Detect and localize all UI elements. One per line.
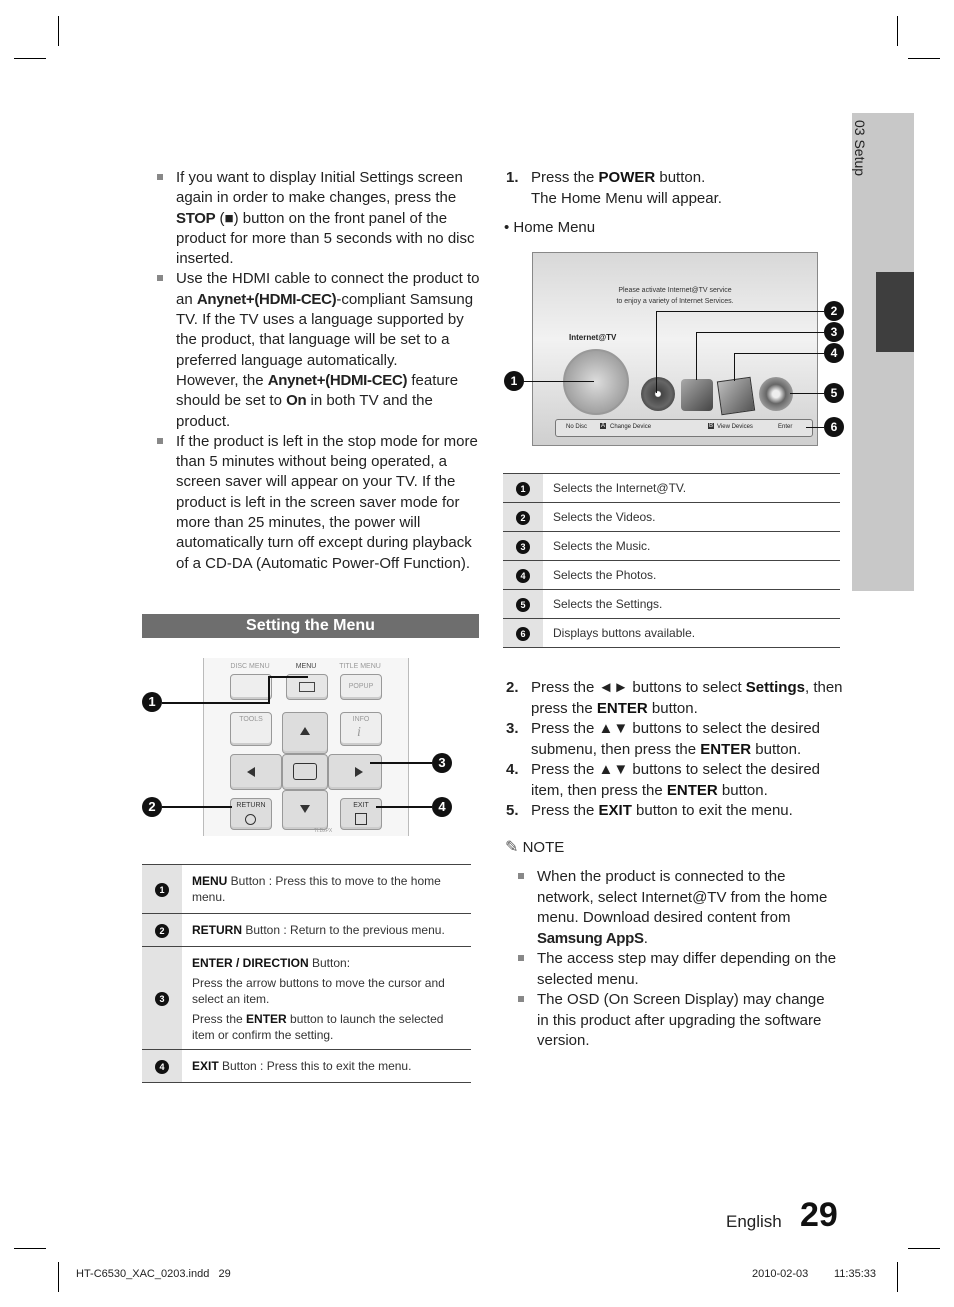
text-run: . (643, 929, 648, 947)
number-badge: 5 (516, 598, 530, 612)
text-run: Press the (531, 802, 599, 819)
bold-term: Anynet+(HDMI-CEC) (267, 371, 408, 389)
text-run: The Home Menu will appear. (531, 189, 722, 207)
activate-message (573, 285, 777, 307)
note-item (516, 949, 840, 990)
home-menu-label: • Home Menu (504, 219, 596, 236)
bullet-item (155, 432, 485, 574)
bold-term: Settings (745, 679, 805, 696)
text-run: button. (751, 740, 802, 758)
chapter-tab-label: 03 Setup (852, 120, 868, 177)
callout-line (524, 381, 594, 382)
row-text-cell: Selects the Internet@TV. (543, 474, 840, 503)
left-bullet-list (155, 168, 485, 574)
text-run: However, the (176, 371, 268, 389)
text-run: Press the ▲▼ buttons to select the desired item, then press the (531, 761, 821, 799)
text-run: -compliant Samsung TV. If the TV uses a language supported by the product, that language will be set to a preferred language automatically. (176, 290, 474, 369)
text-run: (■) button on the front panel of the product for more than 5 seconds with no disc inserted. (176, 209, 475, 268)
crop-mark (58, 16, 59, 46)
text-run: Button : Press this to exit the menu. (218, 1059, 412, 1073)
music-icon[interactable] (681, 379, 713, 411)
text-run: Button: (308, 956, 351, 970)
table-row (503, 561, 840, 590)
callout-line (656, 311, 824, 312)
bullet-item (155, 269, 485, 431)
left-button[interactable] (230, 754, 282, 790)
callout-line (370, 762, 432, 764)
table-row (503, 474, 840, 503)
enter-icon (293, 763, 317, 780)
step-number: 1. (506, 169, 519, 186)
step-number: 2. (506, 679, 519, 696)
chapter-tab-marker (876, 272, 914, 352)
chapter-tab (852, 113, 914, 591)
activate-message-line-1: Please activate Internet@TV service (618, 287, 732, 294)
step-number: 5. (506, 802, 519, 819)
table-row (142, 914, 471, 947)
exit-icon (355, 813, 367, 825)
number-badge: 2 (516, 511, 530, 525)
return-label: RETURN (236, 802, 266, 809)
bold-term: Anynet+(HDMI-CEC) (196, 290, 337, 308)
number-badge: 3 (516, 540, 530, 554)
bold-term: EXIT (598, 802, 632, 819)
settings-icon[interactable] (759, 377, 793, 411)
text-run: If you want to display Initial Settings screen again in order to make changes, press the (176, 169, 463, 207)
remote-callout-1: 1 (142, 692, 162, 712)
row-number-cell (503, 532, 543, 561)
note-item (516, 990, 840, 1052)
return-icon (245, 814, 256, 825)
number-badge: 4 (516, 569, 530, 583)
videos-icon[interactable] (641, 377, 675, 411)
row-text-cell: Displays buttons available. (543, 619, 840, 648)
left-arrow-icon (247, 767, 255, 777)
text-run: Use the HDMI cable to connect the product to an (176, 270, 480, 308)
remote-callout-2: 2 (142, 797, 162, 817)
callout-line (696, 332, 824, 333)
row-number-cell (503, 503, 543, 532)
step-1 (504, 168, 844, 209)
bold-term: STOP (176, 209, 216, 227)
text-run: feature should be set to (176, 371, 459, 410)
footer-date: 2010-02-03 (752, 1268, 809, 1280)
info-label: INFO (352, 716, 370, 723)
callout-line (162, 806, 232, 808)
note-list (516, 867, 840, 1052)
text-run: button to exit the menu. (631, 802, 793, 819)
screen-description-table (503, 473, 840, 648)
crop-mark (908, 58, 940, 59)
row-number-cell (503, 590, 543, 619)
step-item (504, 678, 844, 719)
text-run: button. (717, 781, 768, 799)
callout-line (376, 806, 432, 808)
right-arrow-icon (355, 767, 363, 777)
row-text-line (192, 1058, 461, 1074)
row-text-line (192, 873, 461, 905)
crop-mark (58, 1262, 59, 1292)
remote-illustration (203, 658, 409, 836)
text-run: Press the arrow buttons to move the cursor and select an item. (192, 976, 445, 1006)
row-text-cell: Selects the Settings. (543, 590, 840, 619)
view-devices-label: View Devices (717, 424, 753, 430)
row-text-cell (182, 865, 471, 914)
screen-callout-6: 6 (824, 417, 844, 437)
row-number-cell (142, 947, 182, 1050)
text-run: Button : Return to the previous menu. (242, 923, 445, 937)
footer-time: 11:35:33 (834, 1268, 877, 1280)
button-description-table (142, 864, 471, 1083)
enter-button[interactable] (282, 754, 328, 790)
callout-line (696, 332, 697, 380)
remote-callout-3: 3 (432, 753, 452, 773)
text-run: The access step may differ depending on the selected menu. (537, 950, 837, 988)
step-item (504, 801, 844, 822)
popup-button[interactable] (340, 674, 382, 700)
crop-mark (897, 16, 898, 46)
bold-term: POWER (598, 169, 656, 186)
row-text-cell: Selects the Music. (543, 532, 840, 561)
step-item (504, 719, 844, 760)
row-number-cell (503, 619, 543, 648)
page-number: 29 (800, 1196, 838, 1234)
tools-label: TOOLS (239, 716, 263, 723)
remote-callout-4: 4 (432, 797, 452, 817)
row-text-cell: Selects the Photos. (543, 561, 840, 590)
crop-mark (908, 1248, 940, 1249)
text-run: button. (655, 169, 706, 186)
row-number-cell (142, 865, 182, 914)
step-number: 3. (506, 720, 519, 737)
bullet-item (155, 168, 485, 269)
callout-line (268, 676, 270, 704)
text-run: Button : Press this to move to the home menu. (192, 874, 441, 904)
note-item (516, 867, 840, 949)
footer-file: HT-C6530_XAC_0203.indd 29 (76, 1268, 231, 1280)
callout-line (162, 702, 270, 704)
enter-label: Enter (778, 424, 793, 430)
text-run: Press the (192, 1012, 247, 1026)
exit-label: EXIT (353, 802, 369, 809)
screen-callout-3: 3 (824, 322, 844, 342)
bold-term: ENTER (246, 1012, 287, 1026)
down-arrow-icon (300, 805, 310, 813)
step-item (504, 760, 844, 801)
screen-callout-2: 2 (824, 301, 844, 321)
menu-label: MENU (295, 663, 317, 670)
table-row (503, 619, 840, 648)
callout-line (790, 393, 824, 394)
a-key-icon: A (601, 423, 606, 429)
bold-term: EXIT (192, 1059, 219, 1073)
text-run: in both TV and the product. (176, 392, 433, 430)
text-run: When the product is connected to the network, select Internet@TV from the home menu. Download desired content from (537, 868, 828, 926)
table-row (142, 865, 471, 914)
model-code: TI.BxPX (313, 828, 333, 834)
home-menu-screenshot (532, 252, 818, 446)
title-menu-label: TITLE MENU (339, 663, 381, 670)
down-button[interactable] (282, 790, 328, 830)
table-row (503, 503, 840, 532)
screen-bottom-bar (555, 419, 813, 437)
text-run: , then press the (531, 679, 843, 717)
screen-callout-1: 1 (504, 371, 524, 391)
number-badge: 1 (516, 482, 530, 496)
up-button[interactable] (282, 712, 328, 754)
exit-button[interactable] (340, 798, 382, 830)
row-text-line (192, 1011, 461, 1043)
table-row (503, 590, 840, 619)
row-number-cell (142, 914, 182, 947)
callout-line (268, 676, 308, 678)
pencil-icon: ✎ (505, 839, 519, 856)
no-disc-label: No Disc (566, 424, 588, 430)
section-title: Setting the Menu (142, 614, 479, 638)
text-run: Press the ▲▼ buttons to select the desired submenu, then press the (531, 720, 821, 758)
text-run: The OSD (On Screen Display) may change in this product after upgrading the software version. (537, 991, 825, 1049)
info-icon: i (357, 725, 361, 740)
bold-term: On (286, 392, 307, 410)
text-run: Press the ◄► buttons to select (531, 679, 746, 696)
text-run: Press the (531, 169, 599, 186)
bold-term: ENTER (596, 699, 648, 717)
crop-mark (14, 58, 46, 59)
number-badge: 6 (516, 627, 530, 641)
internet-tv-label: Internet@TV (569, 333, 617, 342)
number-badge: 2 (155, 924, 169, 938)
number-badge: 3 (155, 992, 169, 1006)
return-button[interactable] (230, 798, 272, 830)
callout-line (806, 427, 824, 428)
row-text-cell (182, 1050, 471, 1083)
table-row (503, 532, 840, 561)
crop-mark (14, 1248, 46, 1249)
text-run: button. (647, 699, 698, 717)
photos-icon[interactable] (717, 377, 755, 415)
table-row (142, 947, 471, 1050)
row-text-line (192, 955, 461, 971)
screen-callout-5: 5 (824, 383, 844, 403)
callout-line (734, 353, 735, 381)
callout-line (656, 311, 657, 393)
row-text-line (192, 922, 461, 938)
bold-term: ENTER / DIRECTION (192, 956, 309, 970)
bold-term: Samsung AppS (537, 929, 644, 947)
note-title: NOTE (522, 839, 565, 856)
callout-line (734, 353, 824, 354)
bold-term: MENU (192, 874, 228, 888)
disc-menu-label: DISC MENU (230, 663, 270, 670)
row-text-cell (182, 914, 471, 947)
row-number-cell (503, 474, 543, 503)
up-arrow-icon (300, 727, 310, 735)
disc-menu-button[interactable] (230, 674, 272, 700)
bold-term: ENTER (666, 781, 718, 799)
text-run: If the product is left in the stop mode for more than 5 minutes without being operated, a screen saver will appear on your TV. If the product is left in the screen saver mode for more than 25 minutes, the power will automatically turn off except during playback of a CD-DA (Automatic Power-Off Function). (176, 432, 478, 572)
b-key-icon: B (709, 423, 714, 429)
step-number: 4. (506, 761, 519, 778)
popup-label: POPUP (348, 683, 374, 690)
crop-mark (897, 1262, 898, 1292)
text-run: button to launch the selected item or confirm the setting. (192, 1012, 444, 1042)
number-badge: 4 (155, 1060, 169, 1074)
row-number-cell (503, 561, 543, 590)
note-heading (505, 837, 564, 857)
bold-term: ENTER (700, 740, 752, 758)
step-list (504, 678, 844, 822)
bold-term: RETURN (192, 923, 242, 937)
right-button[interactable] (328, 754, 382, 790)
change-device-label: Change Device (610, 424, 652, 430)
internet-tv-icon[interactable] (563, 349, 629, 415)
menu-icon (299, 682, 315, 692)
row-number-cell (142, 1050, 182, 1083)
screen-callout-4: 4 (824, 343, 844, 363)
number-badge: 1 (155, 883, 169, 897)
footer-language: English (726, 1212, 782, 1231)
step-item (504, 168, 844, 209)
row-text-cell (182, 947, 471, 1050)
row-text-line (192, 975, 461, 1007)
activate-message-line-2: to enjoy a variety of Internet Services. (616, 298, 734, 305)
table-row (142, 1050, 471, 1083)
row-text-cell: Selects the Videos. (543, 503, 840, 532)
